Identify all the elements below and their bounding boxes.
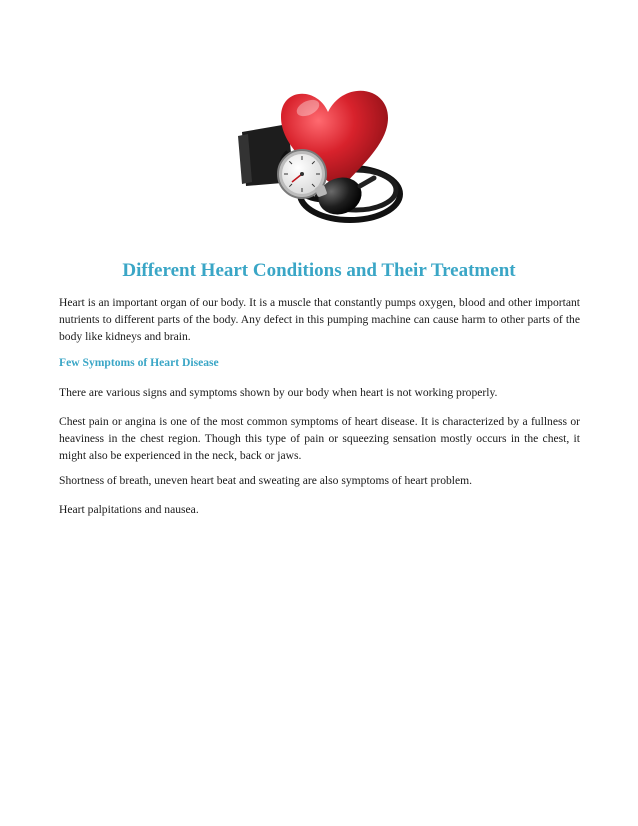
section-heading: Few Symptoms of Heart Disease xyxy=(59,356,219,369)
heart-blood-pressure-illustration xyxy=(228,82,410,232)
paragraph-signs: There are various signs and symptoms shown by our body when heart is not working properly. xyxy=(59,386,498,399)
paragraph-chest-pain: Chest pain or angina is one of the most common symptoms of heart disease. It is characterized by a fullness or heaviness in the chest region. Though this type of pain or squeezing sensation mostly occurs in the chest, it might also be experienced in the neck, back or jaws. xyxy=(59,415,580,462)
article-title: Different Heart Conditions and Their Treatment xyxy=(122,260,516,281)
intro-paragraph: Heart is an important organ of our body. It is a muscle that constantly pumps oxygen, blood and other important nutrients to different parts of the body. Any defect in this pumping machine can cause harm to other parts of the body like kidneys and brain. xyxy=(59,296,580,343)
paragraph-shortness-of-breath: Shortness of breath, uneven heart beat and sweating are also symptoms of heart problem. xyxy=(59,474,473,487)
paragraph-palpitations: Heart palpitations and nausea. xyxy=(59,503,199,516)
